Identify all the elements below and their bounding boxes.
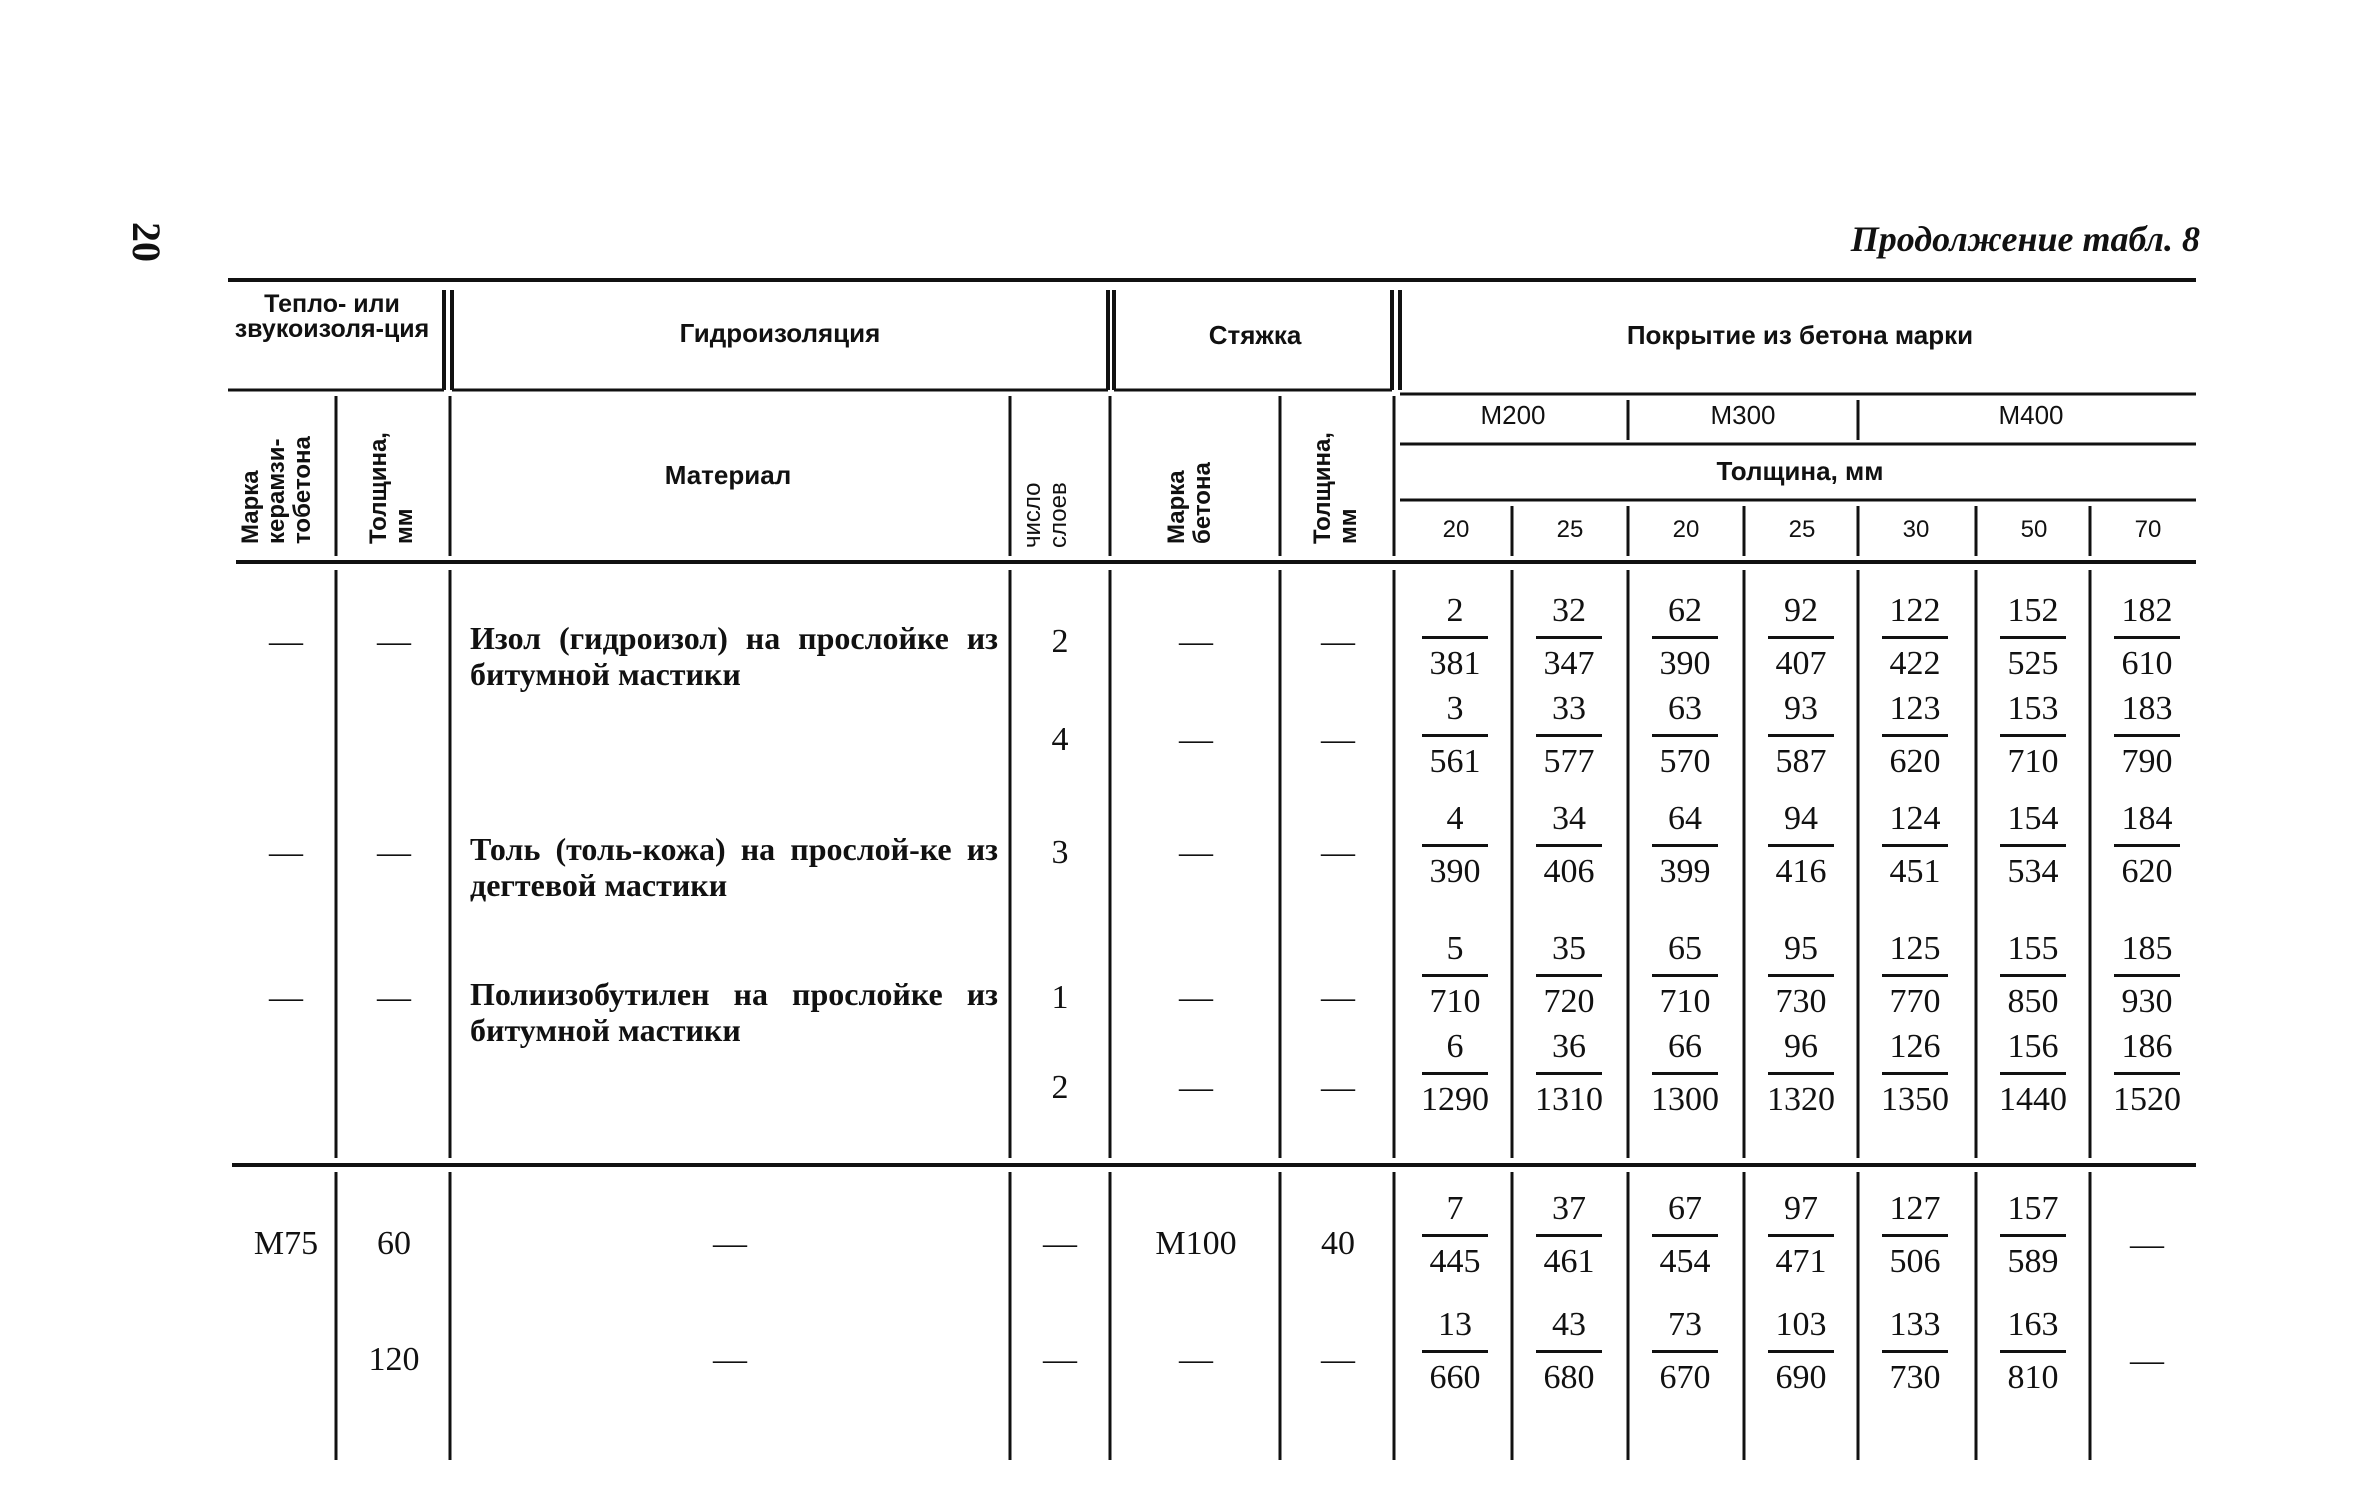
insulation-brand-header: Марка керамзи-тобетона xyxy=(237,436,316,544)
coating-value-cell xyxy=(1870,592,1960,683)
item-number: 184 xyxy=(2114,800,2180,847)
material-header: Материал xyxy=(664,460,792,490)
coating-value-cell xyxy=(1988,690,2078,781)
screed-thickness-cell: — xyxy=(1321,721,1355,758)
load-value: 680 xyxy=(1543,1359,1595,1396)
item-number: 37 xyxy=(1536,1190,1602,1237)
load-value: 710 xyxy=(2007,743,2059,780)
screed-brand-cell: — xyxy=(1179,1069,1213,1106)
coating-value-cell xyxy=(1524,800,1614,891)
insulation-thickness-cell: — xyxy=(377,979,411,1016)
thickness-value: 70 xyxy=(2134,516,2162,543)
layers-cell: 2 xyxy=(1051,623,1069,660)
item-number: 154 xyxy=(2000,800,2066,847)
load-value: 730 xyxy=(1775,983,1827,1020)
layers-cell: — xyxy=(1043,1341,1077,1378)
grade-m200: М200 xyxy=(1480,400,1546,430)
load-value: 534 xyxy=(2007,853,2059,890)
item-number: 157 xyxy=(2000,1190,2066,1237)
screed-brand-cell: — xyxy=(1179,721,1213,758)
item-number: 97 xyxy=(1768,1190,1834,1237)
insulation-thickness-cell: 60 xyxy=(377,1225,411,1262)
load-value: 407 xyxy=(1775,645,1827,682)
coating-value-cell xyxy=(1988,1028,2078,1119)
layers-cell: — xyxy=(1043,1225,1077,1262)
item-number: 125 xyxy=(1882,930,1948,977)
load-value: 399 xyxy=(1659,853,1711,890)
coating-value-cell xyxy=(1870,1190,1960,1281)
screed-thickness-cell: — xyxy=(1321,834,1355,871)
item-number: 64 xyxy=(1652,800,1718,847)
coating-value-cell xyxy=(1410,690,1500,781)
screed-brand-cell: — xyxy=(1179,979,1213,1016)
load-value: 1310 xyxy=(1535,1081,1603,1118)
coating-value-cell xyxy=(1410,800,1500,891)
item-number: 73 xyxy=(1652,1306,1718,1353)
coating-thickness-header: Толщина, мм xyxy=(1716,456,1884,486)
insulation-header: Тепло- или звукоизоля-ция xyxy=(234,290,430,343)
item-number: 163 xyxy=(2000,1306,2066,1353)
item-number: 153 xyxy=(2000,690,2066,737)
coating-value-cell xyxy=(1870,1306,1960,1397)
load-value: 1300 xyxy=(1651,1081,1719,1118)
load-value: 930 xyxy=(2121,983,2173,1020)
insulation-brand-cell: М75 xyxy=(253,1225,319,1262)
item-number: 33 xyxy=(1536,690,1602,737)
item-number: 152 xyxy=(2000,592,2066,639)
screed-thickness-cell: — xyxy=(1321,979,1355,1016)
item-number: 4 xyxy=(1422,800,1488,847)
load-value: 416 xyxy=(1775,853,1827,890)
coating-value-cell xyxy=(1640,690,1730,781)
thickness-value: 25 xyxy=(1556,516,1584,543)
coating-value-cell xyxy=(2102,1028,2192,1119)
layers-cell: 4 xyxy=(1051,721,1069,758)
screed-brand-header: Марка бетона xyxy=(1163,462,1216,544)
item-number: 96 xyxy=(1768,1028,1834,1075)
item-number: 182 xyxy=(2114,592,2180,639)
load-value: 730 xyxy=(1889,1359,1941,1396)
coating-value-cell xyxy=(1410,592,1500,683)
coating-value-cell xyxy=(1640,1028,1730,1119)
coating-value-cell xyxy=(1756,1028,1846,1119)
load-value: 1520 xyxy=(2113,1081,2181,1118)
load-value: 525 xyxy=(2007,645,2059,682)
load-value: 620 xyxy=(1889,743,1941,780)
table-caption: Продолжение табл. 8 xyxy=(1850,219,2200,259)
screed-brand-cell: — xyxy=(1179,1341,1213,1378)
item-number: 43 xyxy=(1536,1306,1602,1353)
screed-brand-cell: М100 xyxy=(1155,1225,1237,1262)
item-number: 95 xyxy=(1768,930,1834,977)
insulation-brand-cell: — xyxy=(269,979,303,1016)
item-number: 35 xyxy=(1536,930,1602,977)
item-number: 156 xyxy=(2000,1028,2066,1075)
coating-value-cell xyxy=(1524,930,1614,1021)
thickness-value: 20 xyxy=(1672,516,1700,543)
item-number: 122 xyxy=(1882,592,1948,639)
load-value: 422 xyxy=(1889,645,1941,682)
thickness-value: 20 xyxy=(1442,516,1470,543)
item-number: 92 xyxy=(1768,592,1834,639)
load-value: 790 xyxy=(2121,743,2173,780)
coating-value-cell xyxy=(1410,1028,1500,1119)
material-cell: Полиизобутилен на прослойке из битумной мастики xyxy=(470,976,998,1048)
coating-dash: — xyxy=(2130,1342,2164,1379)
load-value: 587 xyxy=(1775,743,1827,780)
coating-value-cell xyxy=(1524,1028,1614,1119)
load-value: 390 xyxy=(1659,645,1711,682)
load-value: 570 xyxy=(1659,743,1711,780)
coating-value-cell xyxy=(1524,1190,1614,1281)
coating-value-cell xyxy=(1756,800,1846,891)
item-number: 5 xyxy=(1422,930,1488,977)
coating-value-cell xyxy=(1870,690,1960,781)
coating-value-cell xyxy=(1988,930,2078,1021)
thickness-value: 25 xyxy=(1788,516,1816,543)
load-value: 610 xyxy=(2121,645,2173,682)
item-number: 93 xyxy=(1768,690,1834,737)
material-cell: Толь (толь-кожа) на прослой-ке из дегтевой мастики xyxy=(470,831,998,903)
load-value: 577 xyxy=(1543,743,1595,780)
insulation-thickness-header: Толщина, мм xyxy=(365,432,418,544)
screed-thickness-header: Толщина, мм xyxy=(1309,432,1362,544)
load-value: 347 xyxy=(1543,645,1595,682)
grade-m400: М400 xyxy=(1998,400,2064,430)
item-number: 124 xyxy=(1882,800,1948,847)
insulation-brand-cell: — xyxy=(269,834,303,871)
load-value: 471 xyxy=(1775,1243,1827,1280)
layers-cell: 1 xyxy=(1051,979,1069,1016)
thickness-value: 30 xyxy=(1902,516,1930,543)
layers-cell: 3 xyxy=(1051,834,1069,871)
coating-value-cell xyxy=(1640,930,1730,1021)
coating-value-cell xyxy=(2102,592,2192,683)
screed-thickness-cell: — xyxy=(1321,623,1355,660)
item-number: 62 xyxy=(1652,592,1718,639)
item-number: 123 xyxy=(1882,690,1948,737)
coating-value-cell xyxy=(2102,690,2192,781)
screed-thickness-cell: — xyxy=(1321,1341,1355,1378)
load-value: 1320 xyxy=(1767,1081,1835,1118)
coating-value-cell xyxy=(1410,930,1500,1021)
coating-value-cell xyxy=(1640,1190,1730,1281)
coating-header: Покрытие из бетона марки xyxy=(1626,320,1974,350)
item-number: 67 xyxy=(1652,1190,1718,1237)
material-cell: — xyxy=(713,1341,747,1378)
coating-value-cell xyxy=(2102,1226,2192,1264)
item-number: 183 xyxy=(2114,690,2180,737)
item-number: 185 xyxy=(2114,930,2180,977)
coating-value-cell xyxy=(1410,1190,1500,1281)
screed-brand-cell: — xyxy=(1179,623,1213,660)
load-value: 710 xyxy=(1659,983,1711,1020)
insulation-thickness-cell: 120 xyxy=(368,1341,420,1378)
coating-value-cell xyxy=(2102,930,2192,1021)
layers-cell: 2 xyxy=(1051,1069,1069,1106)
load-value: 461 xyxy=(1543,1243,1595,1280)
coating-value-cell xyxy=(1870,930,1960,1021)
item-number: 63 xyxy=(1652,690,1718,737)
page-number: 20 xyxy=(124,222,169,262)
insulation-thickness-cell: — xyxy=(377,834,411,871)
coating-value-cell xyxy=(1756,690,1846,781)
load-value: 451 xyxy=(1889,853,1941,890)
coating-value-cell xyxy=(1524,690,1614,781)
load-value: 770 xyxy=(1889,983,1941,1020)
screed-header: Стяжка xyxy=(1208,320,1302,350)
item-number: 34 xyxy=(1536,800,1602,847)
load-value: 810 xyxy=(2007,1359,2059,1396)
insulation-thickness-cell: — xyxy=(377,623,411,660)
load-value: 1350 xyxy=(1881,1081,1949,1118)
load-value: 1290 xyxy=(1421,1081,1489,1118)
item-number: 3 xyxy=(1422,690,1488,737)
insulation-brand-cell: — xyxy=(269,623,303,660)
material-cell: Изол (гидроизол) на прослойке из битумной мастики xyxy=(470,620,998,692)
load-value: 850 xyxy=(2007,983,2059,1020)
material-cell: — xyxy=(713,1225,747,1262)
screed-brand-cell: — xyxy=(1179,834,1213,871)
item-number: 13 xyxy=(1422,1306,1488,1353)
item-number: 103 xyxy=(1768,1306,1834,1353)
load-value: 589 xyxy=(2007,1243,2059,1280)
load-value: 710 xyxy=(1429,983,1481,1020)
item-number: 133 xyxy=(1882,1306,1948,1353)
coating-value-cell xyxy=(2102,800,2192,891)
load-value: 445 xyxy=(1429,1243,1481,1280)
item-number: 65 xyxy=(1652,930,1718,977)
load-value: 406 xyxy=(1543,853,1595,890)
item-number: 186 xyxy=(2114,1028,2180,1075)
coating-value-cell xyxy=(1756,1306,1846,1397)
load-value: 506 xyxy=(1889,1243,1941,1280)
coating-value-cell xyxy=(1524,1306,1614,1397)
item-number: 36 xyxy=(1536,1028,1602,1075)
coating-value-cell xyxy=(1756,1190,1846,1281)
layers-header: число слоев xyxy=(1019,482,1072,548)
coating-value-cell xyxy=(1988,592,2078,683)
coating-value-cell xyxy=(1410,1306,1500,1397)
coating-value-cell xyxy=(2102,1342,2192,1380)
item-number: 66 xyxy=(1652,1028,1718,1075)
item-number: 155 xyxy=(2000,930,2066,977)
load-value: 660 xyxy=(1429,1359,1481,1396)
item-number: 127 xyxy=(1882,1190,1948,1237)
item-number: 6 xyxy=(1422,1028,1488,1075)
coating-value-cell xyxy=(1988,1190,2078,1281)
coating-value-cell xyxy=(1640,1306,1730,1397)
coating-value-cell xyxy=(1524,592,1614,683)
item-number: 7 xyxy=(1422,1190,1488,1237)
load-value: 720 xyxy=(1543,983,1595,1020)
load-value: 1440 xyxy=(1999,1081,2067,1118)
coating-value-cell xyxy=(1870,800,1960,891)
coating-value-cell xyxy=(1756,592,1846,683)
load-value: 690 xyxy=(1775,1359,1827,1396)
load-value: 390 xyxy=(1429,853,1481,890)
coating-value-cell xyxy=(1640,800,1730,891)
coating-value-cell xyxy=(1640,592,1730,683)
item-number: 126 xyxy=(1882,1028,1948,1075)
load-value: 620 xyxy=(2121,853,2173,890)
coating-value-cell xyxy=(1870,1028,1960,1119)
screed-thickness-cell: — xyxy=(1321,1069,1355,1106)
coating-value-cell xyxy=(1988,1306,2078,1397)
item-number: 94 xyxy=(1768,800,1834,847)
load-value: 454 xyxy=(1659,1243,1711,1280)
coating-value-cell xyxy=(1988,800,2078,891)
load-value: 381 xyxy=(1429,645,1481,682)
item-number: 2 xyxy=(1422,592,1488,639)
coating-value-cell xyxy=(1756,930,1846,1021)
screed-thickness-cell: 40 xyxy=(1321,1225,1355,1262)
load-value: 561 xyxy=(1429,743,1481,780)
load-value: 670 xyxy=(1659,1359,1711,1396)
waterproofing-header: Гидроизоляция xyxy=(679,318,881,348)
coating-dash: — xyxy=(2130,1226,2164,1263)
thickness-value: 50 xyxy=(2020,516,2048,543)
item-number: 32 xyxy=(1536,592,1602,639)
grade-m300: М300 xyxy=(1710,400,1776,430)
